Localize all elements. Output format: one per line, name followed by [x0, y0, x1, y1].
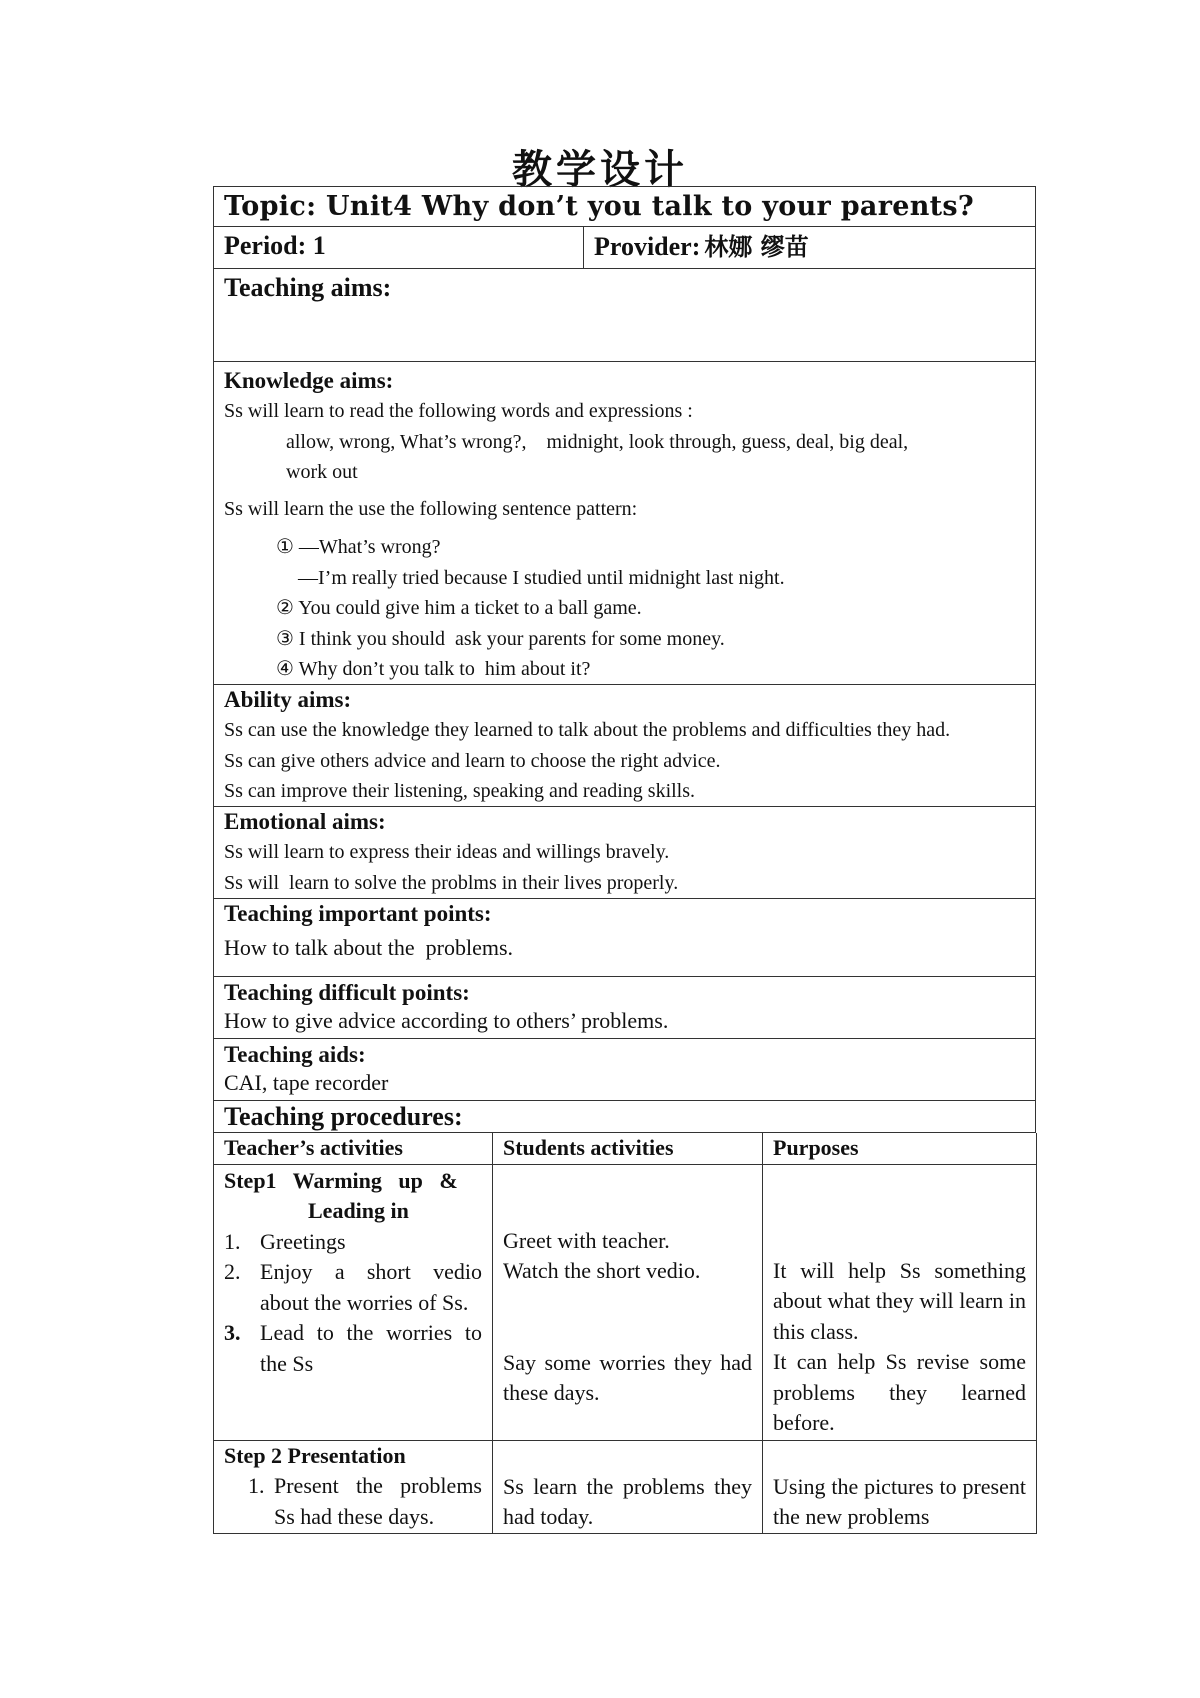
step2-title: Step 2 Presentation — [224, 1442, 406, 1468]
procedures-label: Teaching procedures: — [224, 1102, 463, 1131]
procedures-heading-row — [213, 1101, 1036, 1133]
ability-line: Ss can use the knowledge they learned to talk about the problems and difficulties they had. — [224, 719, 951, 741]
purpose-text: It can help Ss revise some problems they learned before. — [773, 1349, 1026, 1435]
column-header: Students activities — [493, 1133, 763, 1164]
item-number: 1. — [224, 1228, 241, 1254]
list-item — [224, 1257, 482, 1318]
difficult-points-text: How to give advice according to others’ problems. — [224, 1008, 669, 1033]
item-text: Greetings — [260, 1228, 346, 1254]
item-number: 1. — [248, 1473, 265, 1498]
procedures-table — [213, 1133, 1037, 1534]
provider-cell — [584, 227, 1035, 268]
list-item — [224, 1471, 482, 1532]
step1-title-cont: Leading in — [308, 1198, 409, 1223]
provider-names: 林娜 缪苗 — [704, 233, 809, 261]
difficult-points-label: Teaching difficult points: — [224, 980, 470, 1005]
step2-students-cell — [493, 1440, 763, 1533]
item-number: 2. — [224, 1259, 241, 1284]
pattern-item: ① —What’s wrong? — [276, 536, 441, 558]
ability-aims-label: Ability aims: — [224, 687, 352, 712]
period-cell — [214, 227, 584, 268]
knowledge-pattern-intro: Ss will learn the use the following sentence pattern: — [224, 497, 638, 520]
step1-students-cell — [493, 1164, 763, 1440]
student-activity: Say some worries they had these days. — [503, 1349, 752, 1405]
purpose-text: It will help Ss something about what they will learn in this class. — [773, 1257, 1026, 1344]
pattern-item: —I’m really tried because I studied until midnight last night. — [298, 566, 785, 589]
emotional-line: Ss will learn to express their ideas and willings bravely. — [224, 841, 670, 863]
emotional-aims-section — [213, 807, 1036, 899]
student-activity: Ss learn the problems they had today. — [503, 1473, 752, 1529]
step2-row — [214, 1440, 1037, 1533]
important-points-label: Teaching important points: — [224, 901, 492, 926]
student-activity: Greet with teacher. — [503, 1227, 670, 1253]
knowledge-words-line1: allow, wrong, What’s wrong?, midnight, look through, guess, deal, big deal, — [286, 430, 909, 453]
step2-purposes-cell — [763, 1440, 1037, 1533]
period-provider-row — [213, 227, 1036, 269]
teaching-aids-label: Teaching aids: — [224, 1042, 366, 1067]
difficult-points-section — [213, 977, 1036, 1039]
lesson-plan-table — [213, 186, 1036, 1534]
ability-line: Ss can improve their listening, speaking and reading skills. — [224, 780, 696, 802]
item-text: Present the problems Ss had these days. — [274, 1473, 482, 1529]
list-item — [224, 1318, 482, 1379]
emotional-aims-label: Emotional aims: — [224, 809, 386, 834]
teaching-aims-label: Teaching aims: — [224, 273, 392, 302]
document-title: 教学设计 — [512, 146, 688, 193]
list-item — [224, 1227, 482, 1258]
important-points-text: How to talk about the problems. — [224, 935, 514, 960]
teaching-aims-section — [213, 269, 1036, 362]
pattern-item: ④ Why don’t you talk to him about it? — [276, 658, 591, 680]
procedures-header-row — [214, 1133, 1037, 1164]
step1-row — [214, 1164, 1037, 1440]
knowledge-aims-label: Knowledge aims: — [224, 368, 394, 393]
purpose-text: Using the pictures to present the new problems — [773, 1473, 1026, 1529]
knowledge-aims-section — [213, 362, 1036, 685]
step1-title: Step1 Warming up & — [224, 1167, 458, 1193]
teaching-aids-section — [213, 1039, 1036, 1101]
teaching-aids-text: CAI, tape recorder — [224, 1070, 389, 1095]
topic-row — [213, 186, 1036, 227]
column-header: Teacher’s activities — [214, 1133, 493, 1164]
item-text: Lead to the worries to the Ss — [260, 1320, 482, 1376]
column-header: Purposes — [763, 1133, 1037, 1164]
topic-text: Topic: Unit4 Why don’t you talk to your parents? — [224, 191, 975, 222]
period-text: Period: 1 — [224, 231, 326, 260]
ability-aims-section — [213, 685, 1036, 807]
step1-purposes-cell — [763, 1164, 1037, 1440]
ability-line: Ss can give others advice and learn to choose the right advice. — [224, 749, 721, 772]
emotional-line: Ss will learn to solve the problms in their lives properly. — [224, 871, 679, 894]
knowledge-intro: Ss will learn to read the following words and expressions : — [224, 400, 693, 422]
item-text: Enjoy a short vedio about the worries of Ss. — [260, 1259, 482, 1315]
pattern-item: ② You could give him a ticket to a ball game. — [276, 597, 642, 619]
item-number: 3. — [224, 1320, 241, 1345]
important-points-section — [213, 899, 1036, 977]
pattern-item: ③ I think you should ask your parents for some money. — [276, 627, 725, 650]
provider-label: Provider: — [594, 232, 701, 261]
student-activity: Watch the short vedio. — [503, 1258, 701, 1283]
step2-teacher-cell — [214, 1440, 493, 1533]
knowledge-words-line2: work out — [286, 461, 358, 483]
step1-teacher-cell — [214, 1164, 493, 1440]
